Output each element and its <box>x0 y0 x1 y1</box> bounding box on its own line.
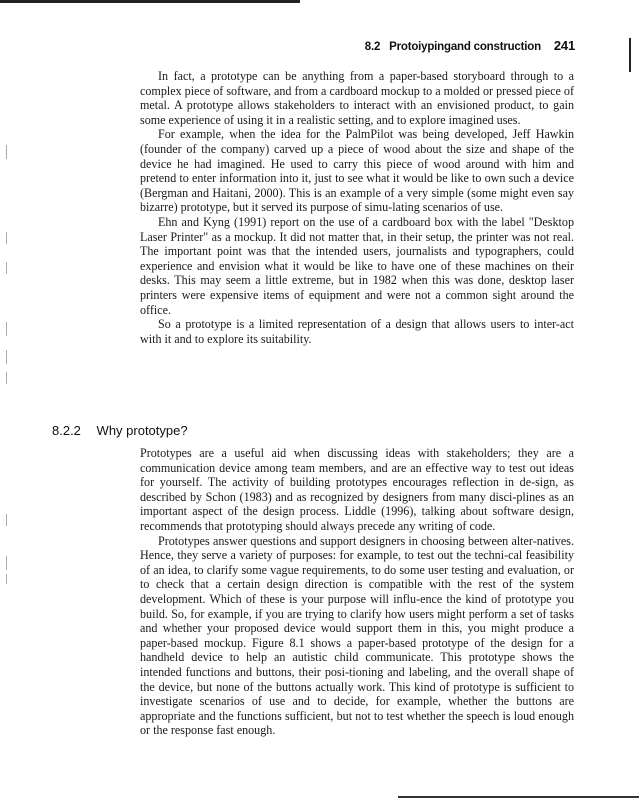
running-head <box>365 38 575 53</box>
paragraph: So a prototype is a limited representation of a design that allows users to inter-act with it and to explore its suitability. <box>140 317 574 346</box>
running-head-title: Protoiypingand construction <box>389 41 541 53</box>
section-title: Why prototype? <box>96 423 188 438</box>
margin-bar <box>629 38 631 72</box>
paragraph: In fact, a prototype can be anything from a paper-based storyboard through to a complex piece of software, and from a cardboard mockup to a molded or pressed piece of metal. A prototype allows stakeholders to interact with an envisioned product, to gain some experience of using it in a realistic setting, and to explore imagined uses. <box>140 69 574 127</box>
body-text-block-b <box>140 446 574 738</box>
paragraph: Ehn and Kyng (1991) report on the use of a cardboard box with the label "Desktop Laser Printer" as a mockup. It did not matter that, in their setup, the printer was not real. The important point was that the intended users, journalists and typographers, could experience and envision what it would be like to have one of these machines on their desks. This may seem a little extreme, but in 1982 when this was done, desktop laser printers were expensive items of equipment and were not a common sight around the office. <box>140 214 574 317</box>
top-rule <box>0 0 300 3</box>
margin-tick <box>6 372 7 384</box>
page-number: 241 <box>553 38 575 53</box>
margin-tick <box>6 145 7 159</box>
margin-tick <box>6 350 7 364</box>
paragraph: Prototypes answer questions and support designers in choosing between alter-natives. Hence, they serve a variety of purposes: for example, to test out the techni-cal feasibility of an idea, to clarify some vague requirements, to do some user testing and evaluation, or to check that a certain design direction is compatible with the rest of the system development. Which of these is your purpose will influ-ence the kind of prototype you build. So, for example, if you are trying to clarify how users might perform a set of tasks and whether your proposed device would support them in this, you might produce a paper-based mockup. Figure 8.1 shows a paper-based prototype of the design for a handheld device to help an autistic child communicate. This prototype shows the intended functions and buttons, their posi-tioning and labeling, and the overall shape of the device, but none of the buttons actually work. This kind of prototype is sufficient to investigate scenarios of use and to decide, for example, whether the buttons are appropriate and the functions sufficient, but not to test whether the speech is loud enough or the response fast enough. <box>140 533 574 738</box>
paragraph: Prototypes are a useful aid when discussing ideas with stakeholders; they are a communication device among team members, and are an effective way to test out ideas for yourself. The activity of building prototypes encourages reflection in de-sign, as described by Schon (1983) and as recognized by designers from many disci-plines as an important aspect of the design process. Liddle (1996), talking about software design, recommends that prototyping should always precede any writing of code. <box>140 446 574 533</box>
section-heading <box>52 423 188 438</box>
body-text-block-a <box>140 69 574 346</box>
paragraph: For example, when the idea for the PalmPilot was being developed, Jeff Hawkin (founder of the company) carved up a piece of wood about the size and shape of the device he had imagined. He used to carry this piece of wood around with him and pretend to enter information into it, just to see what it would be like to own such a device (Bergman and Haitani, 2000). This is an example of a very simple (some might even say bizarre) prototype, but it served its purpose of simu-lating scenarios of use. <box>140 127 574 215</box>
bottom-rule <box>398 796 639 798</box>
margin-tick <box>6 322 7 336</box>
margin-tick <box>6 262 7 274</box>
margin-tick <box>6 232 7 244</box>
section-number: 8.2.2 <box>52 423 81 438</box>
margin-tick <box>6 514 7 526</box>
margin-tick <box>6 574 7 584</box>
margin-tick <box>6 556 7 570</box>
running-head-section: 8.2 <box>364 41 381 53</box>
